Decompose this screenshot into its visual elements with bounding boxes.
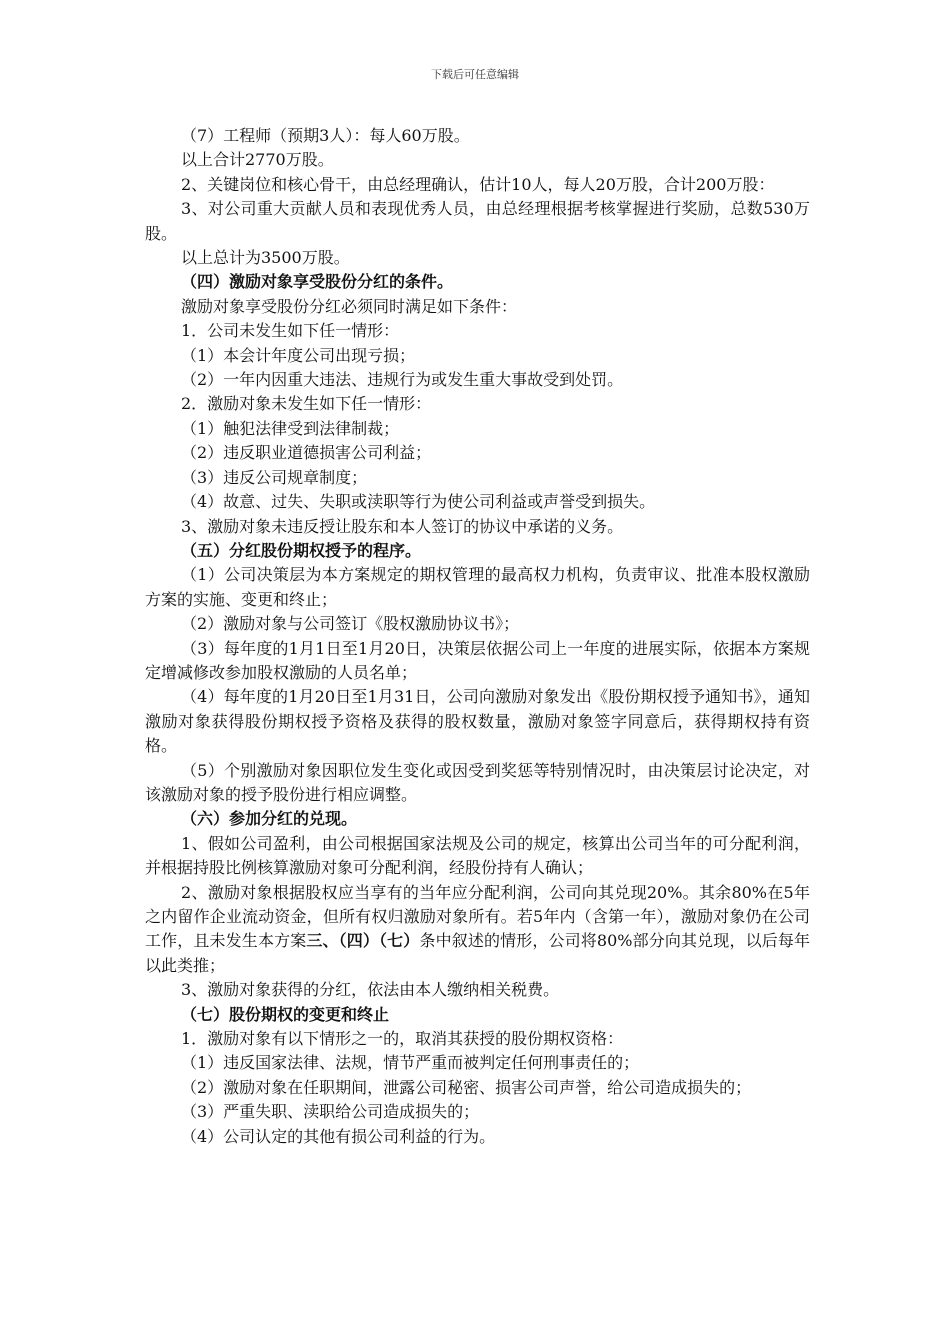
page-header: 下载后可任意编辑 <box>431 68 519 81</box>
paragraph: （4）故意、过失、失职或渎职等行为使公司利益或声誉受到损失。 <box>181 492 656 512</box>
paragraph: （1）公司决策层为本方案规定的期权管理的最高权力机构，负责审议、批准本股权激励方案的实施、变更和终止； <box>145 565 810 609</box>
paragraph: 激励对象享受股份分红必须同时满足如下条件： <box>181 296 518 316</box>
paragraph: （1）触犯法律受到法律制裁； <box>181 418 400 438</box>
paragraph: （1）违反国家法律、法规，情节严重而被判定任何刑事责任的； <box>181 1053 640 1073</box>
paragraph: （2）违反职业道德损害公司利益； <box>181 443 432 463</box>
paragraph: 1、假如公司盈利，由公司根据国家法规及公司的规定，核算出公司当年的可分配利润，并根据持股比例核算激励对象可分配利润，经股份持有人确认； <box>145 833 810 878</box>
section-heading: （四）激励对象享受股份分红的条件。 <box>181 272 454 292</box>
paragraph: （2）一年内因重大违法、违规行为或发生重大事故受到处罚。 <box>181 370 624 390</box>
paragraph: （2）激励对象在任职期间，泄露公司秘密、损害公司声誉，给公司造成损失的； <box>181 1077 752 1097</box>
paragraph: 以上总计为3500万股。 <box>181 248 350 268</box>
section-heading: （五）分红股份期权授予的程序。 <box>181 540 422 560</box>
paragraph: （3）每年度的1月1日至1月20日，决策层依据公司上一年度的进展实际，依据本方案规定增减修改参加股权激励的人员名单； <box>145 638 810 682</box>
paragraph: （5）个别激励对象因职位发生变化或因受到奖惩等特别情况时，由决策层讨论决定，对该激励对象的授予股份进行相应调整。 <box>145 760 810 804</box>
section-heading: （七）股份期权的变更和终止 <box>181 1004 390 1024</box>
paragraph: 3、激励对象获得的分红，依法由本人缴纳相关税费。 <box>181 980 560 1000</box>
paragraph: 1．激励对象有以下情形之一的，取消其获授的股份期权资格： <box>181 1029 624 1049</box>
paragraph: 3、对公司重大贡献人员和表现优秀人员，由总经理根据考核掌握进行奖励，总数530万股。 <box>145 199 810 243</box>
paragraph: （4）公司认定的其他有损公司利益的行为。 <box>181 1126 496 1146</box>
paragraph-text: 条中叙述的情形，公司将80%部分向其兑现，以后每年以此类推； <box>145 931 810 975</box>
document-body <box>145 124 810 1149</box>
paragraph-text: 2、激励对象根据股权应当享有的当年应分配利润，公司向其兑现20%。其余80%在5年之内留作企业流动资金，但所有权归激励对象所有。若5年内（含第一年），激励对象仍在公司工作，且未发生本方案 <box>145 882 810 951</box>
paragraph: 1．公司未发生如下任一情形： <box>181 321 400 341</box>
section-heading: （六）参加分红的兑现。 <box>181 809 358 829</box>
paragraph <box>145 881 810 979</box>
paragraph: （2）激励对象与公司签订《股权激励协议书》； <box>181 614 520 634</box>
paragraph: 3、激励对象未违反授让股东和本人签订的协议中承诺的义务。 <box>181 516 624 536</box>
paragraph: （7）工程师（预期3人）：每人60万股。 <box>181 126 470 145</box>
paragraph: （3）违反公司规章制度； <box>181 467 368 487</box>
paragraph: 2、关键岗位和核心骨干，由总经理确认，估计10人，每人20万股，合计200万股： <box>181 174 775 194</box>
paragraph: （1）本会计年度公司出现亏损； <box>181 345 416 365</box>
paragraph: （3）严重失职、渎职给公司造成损失的； <box>181 1102 480 1122</box>
paragraph: 2．激励对象未发生如下任一情形： <box>181 394 432 414</box>
bold-reference: 三、（四）（七） <box>306 931 420 951</box>
paragraph: （4）每年度的1月20日至1月31日，公司向激励对象发出《股份期权授予通知书》，通知激励对象获得股份期权授予资格及获得的股权数量，激励对象签字同意后，获得期权持有资格。 <box>145 687 810 756</box>
paragraph: 以上合计2770万股。 <box>181 150 334 170</box>
